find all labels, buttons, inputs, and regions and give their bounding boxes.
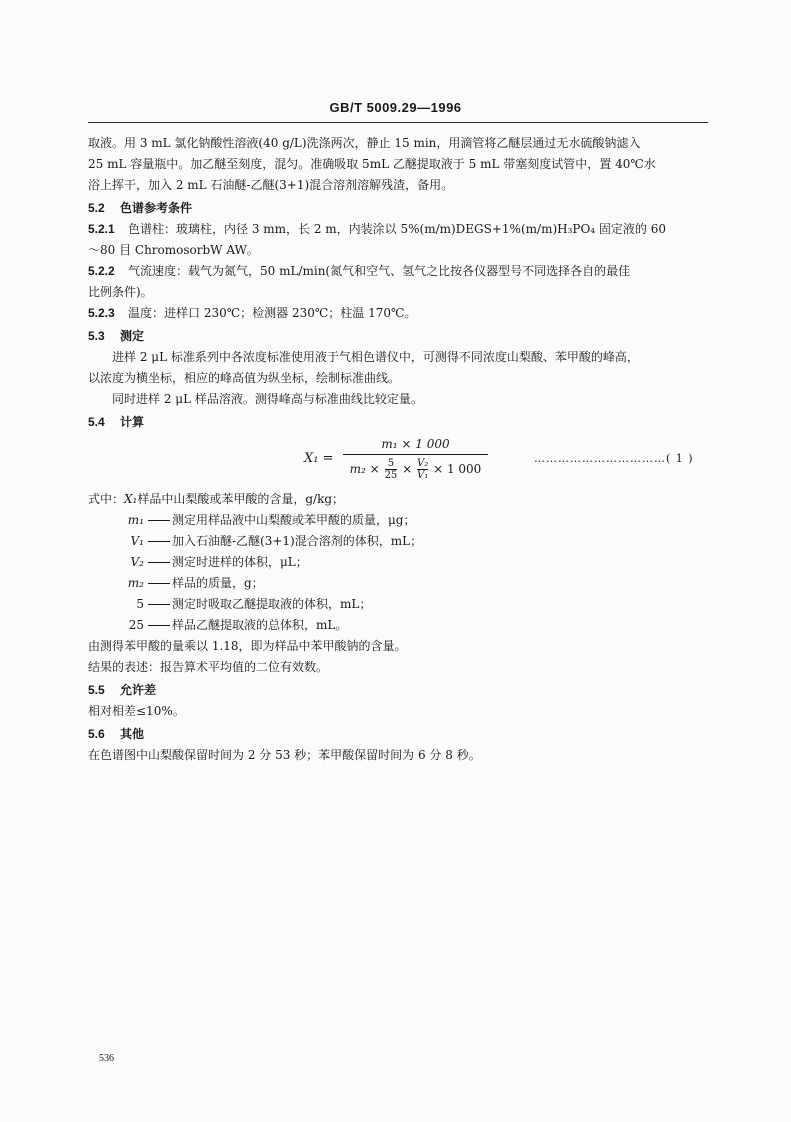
variable-legend xyxy=(88,489,708,636)
section-title: 允许差 xyxy=(120,683,157,697)
section-heading-5-6 xyxy=(88,724,708,745)
legend-dash xyxy=(148,541,170,542)
legend-desc: 加入石油醚-乙醚(3+1)混合溶剂的体积，mL； xyxy=(172,534,423,548)
standard-header: GB/T 5009.29—1996 xyxy=(329,100,462,115)
formula-denominator xyxy=(343,456,488,482)
section-number: 5.2 xyxy=(88,201,105,215)
section-title: 其他 xyxy=(120,727,145,741)
legend-dash xyxy=(148,625,170,626)
legend-desc: 测定时进样的体积，μL； xyxy=(172,555,308,569)
subsection-text: 气流速度：载气为氮气，50 mL/min(氮气和空气、氢气之比按各仪器型号不同选择各自的最佳 xyxy=(128,264,631,278)
section-title: 测定 xyxy=(120,329,145,343)
formula-lhs: X₁ = xyxy=(304,451,334,466)
subsection-text: 温度：进样口 230℃；检测器 230℃；柱温 170℃。 xyxy=(128,306,417,320)
section-heading-5-4 xyxy=(88,412,708,433)
legend-desc: 样品乙醚提取液的总体积，mL。 xyxy=(172,618,348,632)
section-heading-5-2 xyxy=(88,198,708,219)
body-line: 浴上挥干，加入 2 mL 石油醚-乙醚(3+1)混合溶剂溶解残渣，备用。 xyxy=(88,178,454,192)
body-line: 取液。用 3 mL 氯化钠酸性溶液(40 g/L)洗涤两次，静止 15 min，用滴管将乙醚层通过无水硫酸钠滤入 xyxy=(88,136,641,150)
body-line: 相对相差≤10%。 xyxy=(88,704,185,718)
section-heading-5-3 xyxy=(88,326,708,347)
body-line: 以浓度为横坐标，相应的峰高值为纵坐标，绘制标准曲线。 xyxy=(88,371,401,385)
legend-desc: 样品的质量，g； xyxy=(172,576,264,590)
legend-item xyxy=(88,531,708,552)
formula-fraction xyxy=(343,435,488,482)
inner-fraction xyxy=(417,458,428,481)
legend-desc: 测定用样品液中山梨酸或苯甲酸的质量，μg； xyxy=(172,513,416,527)
denominator-part: × 1 000 xyxy=(433,462,482,476)
legend-symbol: V₂ xyxy=(130,555,144,569)
document-body xyxy=(88,133,708,766)
formula-numerator: m₁ × 1 000 xyxy=(381,437,450,451)
formula xyxy=(88,435,708,485)
denominator-part: m₂ × xyxy=(349,462,380,476)
subsection-number: 5.2.2 xyxy=(88,264,115,278)
legend-symbol: 25 xyxy=(128,618,144,632)
legend-desc: 测定时吸取乙醚提取液的体积，mL； xyxy=(172,597,372,611)
subsection-number: 5.2.1 xyxy=(88,222,115,236)
legend-dash xyxy=(148,604,170,605)
legend-symbol: X₁ xyxy=(124,492,138,506)
section-heading-5-5 xyxy=(88,680,708,701)
subsection-5-2-3 xyxy=(88,303,708,324)
body-line: 25 mL 容量瓶中。加乙醚至刻度，混匀。准确吸取 5mL 乙醚提取液于 5 mL 带塞刻度试管中，置 40℃水 xyxy=(88,157,656,171)
header-rule xyxy=(88,122,708,123)
section-number: 5.3 xyxy=(88,329,105,343)
subsection-text: 色谱柱：玻璃柱，内径 3 mm，长 2 m，内装涂以 5%(m/m)DEGS+1%(m/m)H₃PO₄ 固定液的 60 xyxy=(128,222,667,236)
fraction-bar xyxy=(343,454,488,455)
section-number: 5.4 xyxy=(88,415,105,429)
inner-numerator: V₂ xyxy=(417,458,429,469)
body-line: 结果的表述：报告算术平均值的二位有效数。 xyxy=(88,660,329,674)
body-line: 比例条件)。 xyxy=(88,285,153,299)
legend-item xyxy=(88,552,708,573)
subsection-number: 5.2.3 xyxy=(88,306,115,320)
legend-dash xyxy=(148,583,170,584)
body-line: 同时进样 2 μL 样品溶液。测得峰高与标准曲线比较定量。 xyxy=(112,392,423,406)
legend-dash xyxy=(148,520,170,521)
subsection-5-2-2 xyxy=(88,261,708,282)
legend-dash xyxy=(148,562,170,563)
section-number: 5.5 xyxy=(88,683,105,697)
inner-fraction xyxy=(385,458,398,481)
body-line: ～80 目 ChromosorbW AW。 xyxy=(88,243,259,257)
inner-denominator: V₁ xyxy=(417,470,429,481)
body-line: 由测得苯甲酸的量乘以 1.18，即为样品中苯甲酸钠的含量。 xyxy=(88,639,407,653)
legend-symbol: V₁ xyxy=(130,534,144,548)
section-number: 5.6 xyxy=(88,727,105,741)
legend-symbol: 5 xyxy=(136,597,144,611)
legend-item xyxy=(88,573,708,594)
legend-item xyxy=(88,615,708,636)
legend-item xyxy=(88,510,708,531)
legend-desc: 样品中山梨酸或苯甲酸的含量，g/kg； xyxy=(137,492,345,506)
legend-symbol: m₁ xyxy=(127,513,144,527)
legend-item xyxy=(88,489,708,510)
formula-leader xyxy=(534,448,694,469)
times-sign: × xyxy=(402,462,413,476)
legend-item xyxy=(88,594,708,615)
page-number: 536 xyxy=(99,1053,114,1064)
legend-symbol: m₂ xyxy=(127,576,144,590)
subsection-5-2-1 xyxy=(88,219,708,240)
inner-numerator: 5 xyxy=(387,458,395,469)
section-title: 计算 xyxy=(120,415,145,429)
inner-denominator: 25 xyxy=(384,470,398,481)
body-line: 在色谱图中山梨酸保留时间为 2 分 53 秒；苯甲酸保留时间为 6 分 8 秒。 xyxy=(88,748,481,762)
equation-number: ( 1 ) xyxy=(666,452,694,465)
section-title: 色谱参考条件 xyxy=(120,201,193,215)
legend-lead: 式中： xyxy=(88,492,125,506)
leader-dots: …………………………… xyxy=(534,452,666,465)
body-line: 进样 2 μL 标准系列中各浓度标准使用液于气相色谱仪中，可测得不同浓度山梨酸、苯甲酸的峰高， xyxy=(112,350,639,364)
